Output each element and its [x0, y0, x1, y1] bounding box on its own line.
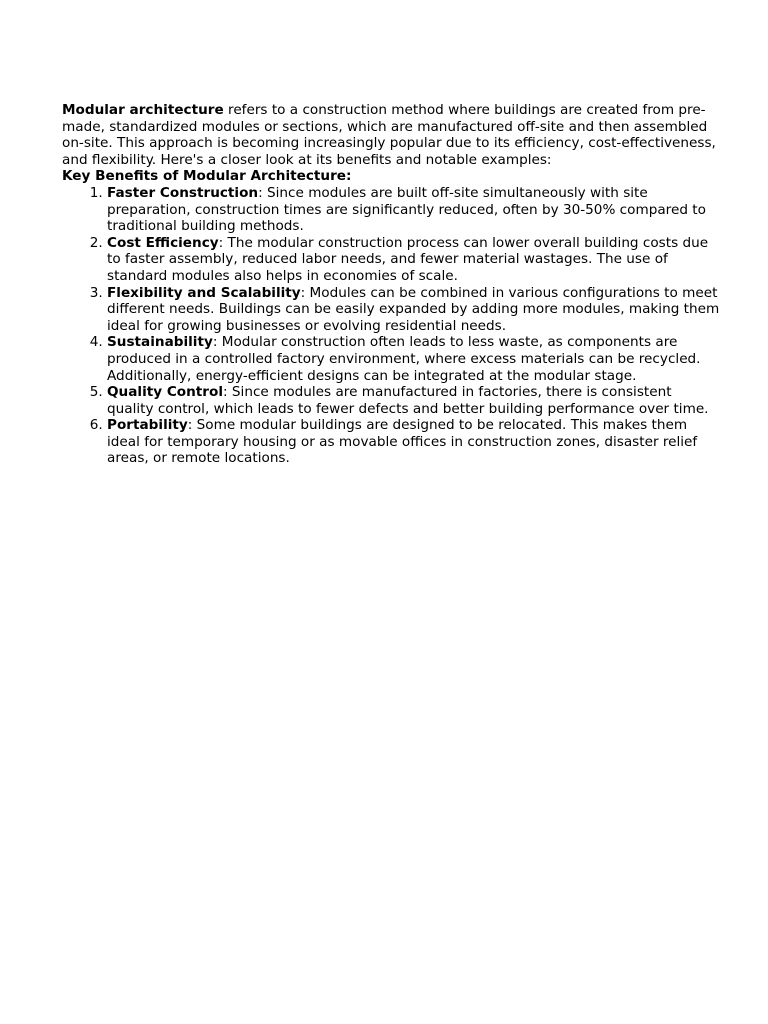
benefit-title: Portability: [107, 417, 188, 434]
benefit-text: : Modules can be combined in various configurations to meet different needs. Buildings can be easily expanded by adding more modules, making them ideal for growing businesses or evolving residential needs.: [107, 284, 720, 334]
benefits-list: [62, 185, 722, 467]
document-body: [62, 102, 722, 467]
list-item: [107, 185, 722, 235]
intro-paragraph: [62, 102, 722, 168]
benefit-title: Flexibility and Scalability: [107, 284, 301, 301]
intro-text: refers to a construction method where buildings are created from pre-made, standardized modules or sections, which are manufactured off-site and then assembled on-site. This approach is becoming increasingly popular due to its efficiency, cost-effectiveness, and flexibility. Here's a closer look at its benefits and notable examples:: [62, 102, 716, 168]
benefit-text: : The modular construction process can lower overall building costs due to faster assembly, reduced labor needs, and fewer material wastages. The use of standard modules also helps in economies of scale.: [107, 234, 709, 284]
list-item: [107, 235, 722, 285]
list-item: [107, 285, 722, 335]
benefit-text: : Modular construction often leads to less waste, as components are produced in a controlled factory environment, where excess materials can be recycled. Additionally, energy-efficient designs can be integrated at the modular stage.: [107, 334, 701, 384]
list-item: [107, 384, 722, 417]
benefit-title: Cost Efficiency: [107, 234, 219, 251]
benefit-text: : Since modules are manufactured in factories, there is consistent quality control, which leads to fewer defects and better building performance over time.: [107, 384, 709, 417]
benefit-title: Sustainability: [107, 334, 213, 351]
list-item: [107, 417, 722, 467]
benefit-title: Faster Construction: [107, 184, 259, 201]
section-heading: Key Benefits of Modular Architecture:: [62, 168, 352, 185]
list-item: [107, 334, 722, 384]
benefit-text: : Some modular buildings are designed to be relocated. This makes them ideal for temporary housing or as movable offices in construction zones, disaster relief areas, or remote locations.: [107, 417, 698, 467]
benefit-text: : Since modules are built off-site simultaneously with site preparation, construction times are significantly reduced, often by 30-50% compared to traditional building methods.: [107, 184, 706, 235]
intro-term: Modular architecture: [62, 102, 224, 118]
benefit-title: Quality Control: [107, 384, 224, 401]
